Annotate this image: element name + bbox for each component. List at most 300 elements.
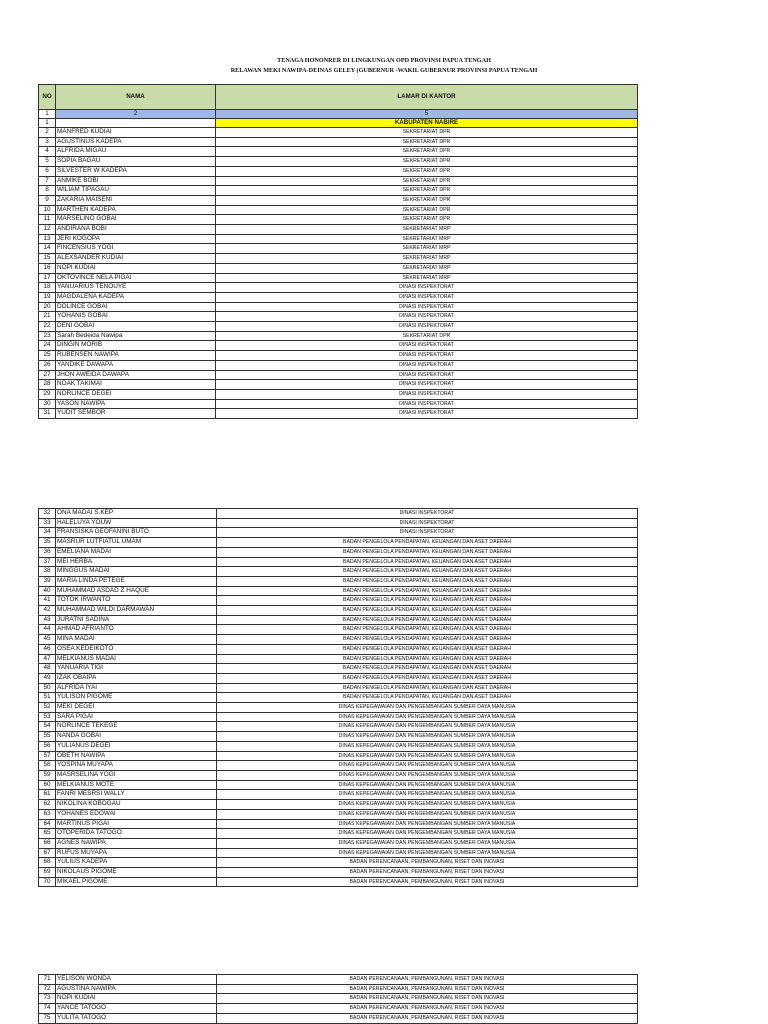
- column-number-lamar: 5: [216, 110, 638, 119]
- row-lamar-di-kantor: BADAN PERENCANAAN, PEMBANGUNAN, RISET DAN INOVASI: [217, 1013, 638, 1023]
- row-nama: AGNES NAWIPA: [56, 838, 217, 848]
- row-nama: AGUSTINUS KADEPA: [56, 137, 216, 147]
- row-lamar-di-kantor: SEKRETARIAT MRP: [216, 254, 638, 264]
- row-number: 65: [39, 829, 56, 839]
- row-number: 63: [39, 809, 56, 819]
- row-nama: MANFRED KUDIAI: [56, 128, 216, 138]
- volunteer-table-page-2: [38, 508, 638, 887]
- row-lamar-di-kantor: DINAS KEPEGAWAIAN DAN PENGEMBANGAN SUMBER DAYA MANUSIA: [217, 722, 638, 732]
- row-lamar-di-kantor: BADAN PENGELOLA PENDAPATAN, KEUANGAN DAN ASET DAERAH: [217, 625, 638, 635]
- row-lamar-di-kantor: DINAS KEPEGAWAIAN DAN PENGEMBANGAN SUMBER DAYA MANUSIA: [217, 770, 638, 780]
- row-number: 61: [39, 790, 56, 800]
- row-lamar-di-kantor: BADAN PENGELOLA PENDAPATAN, KEUANGAN DAN ASET DAERAH: [217, 683, 638, 693]
- row-lamar-di-kantor: BADAN PENGELOLA PENDAPATAN, KEUANGAN DAN ASET DAERAH: [217, 606, 638, 616]
- row-nama: DENI GOBAI: [56, 322, 216, 332]
- row-nama: YOSPINA MUYAPA: [56, 761, 217, 771]
- row-lamar-di-kantor: DINASI INSPEKTORAT: [216, 312, 638, 322]
- row-nama: MUHAMMAD ASDAD Z HAQUE: [56, 586, 217, 596]
- row-number: 18: [39, 283, 56, 293]
- region-row-blank: [56, 119, 216, 128]
- row-number: 70: [39, 877, 56, 887]
- table-row: [39, 868, 638, 878]
- row-lamar-di-kantor: DINAS KEPEGAWAIAN DAN PENGEMBANGAN SUMBER DAYA MANUSIA: [217, 751, 638, 761]
- row-nama: NORLINCE TEKEGE: [56, 722, 217, 732]
- table-row: [39, 751, 638, 761]
- row-nama: FANRI MESRSI WALLY: [56, 790, 217, 800]
- row-lamar-di-kantor: BADAN PENGELOLA PENDAPATAN, KEUANGAN DAN ASET DAERAH: [217, 673, 638, 683]
- row-number: 17: [39, 273, 56, 283]
- table-row: [39, 567, 638, 577]
- row-number: 58: [39, 761, 56, 771]
- row-lamar-di-kantor: DINASI INSPEKTORAT: [216, 380, 638, 390]
- row-nama: MARTINUS PIGAI: [56, 819, 217, 829]
- row-lamar-di-kantor: SEKRETARIAT DPR: [216, 157, 638, 167]
- row-lamar-di-kantor: DINASI INSPEKTORAT: [216, 283, 638, 293]
- row-nama: MEI HERBA: [56, 557, 217, 567]
- row-number: 2: [39, 128, 56, 138]
- table-row: [39, 215, 638, 225]
- row-nama: AHMAD AFRIANTO: [56, 625, 217, 635]
- row-number: 72: [39, 984, 56, 994]
- row-lamar-di-kantor: SEKRETARIAT DPR: [216, 215, 638, 225]
- table-row: [39, 380, 638, 390]
- table-row: [39, 166, 638, 176]
- row-nama: MUHAMMAD WILDI DARMAWAN: [56, 606, 217, 616]
- row-lamar-di-kantor: BADAN PENGELOLA PENDAPATAN, KEUANGAN DAN ASET DAERAH: [217, 664, 638, 674]
- row-lamar-di-kantor: SEKRETARIAT DPR: [216, 331, 638, 341]
- table-row: [39, 848, 638, 858]
- row-lamar-di-kantor: SEKRETARIAT DPR: [216, 147, 638, 157]
- row-number: 37: [39, 557, 56, 567]
- row-nama: YULIUS KADEPA: [56, 858, 217, 868]
- row-nama: HALELUYA YOUW: [56, 518, 217, 528]
- row-lamar-di-kantor: DINASI INSPEKTORAT: [216, 409, 638, 419]
- table-row: [39, 557, 638, 567]
- row-number: 13: [39, 234, 56, 244]
- row-lamar-di-kantor: DINAS KEPEGAWAIAN DAN PENGEMBANGAN SUMBER DAYA MANUSIA: [217, 819, 638, 829]
- row-lamar-di-kantor: BADAN PENGELOLA PENDAPATAN, KEUANGAN DAN ASET DAERAH: [217, 654, 638, 664]
- row-nama: WILIAM TIPAGAU: [56, 186, 216, 196]
- table-row: [39, 360, 638, 370]
- row-lamar-di-kantor: BADAN PERENCANAAN, PEMBANGUNAN, RISET DAN INOVASI: [217, 984, 638, 994]
- table-row: [39, 399, 638, 409]
- row-number: 10: [39, 205, 56, 215]
- row-nama: OKTOVINCE NELA PIGAI: [56, 273, 216, 283]
- header-no: NO: [39, 85, 56, 110]
- row-lamar-di-kantor: SEKRETARIAT DPR: [216, 176, 638, 186]
- row-lamar-di-kantor: BADAN PERENCANAAN, PEMBANGUNAN, RISET DAN INOVASI: [217, 877, 638, 887]
- row-nama: NOPI KUDIAI: [56, 994, 217, 1004]
- row-nama: FINCENSIUS YOGI: [56, 244, 216, 254]
- row-nama: MELKIANUS MOTE: [56, 780, 217, 790]
- row-lamar-di-kantor: BADAN PERENCANAAN, PEMBANGUNAN, RISET DAN INOVASI: [217, 975, 638, 985]
- header-nama: NAMA: [56, 85, 216, 110]
- row-lamar-di-kantor: DINAS KEPEGAWAIAN DAN PENGEMBANGAN SUMBER DAYA MANUSIA: [217, 712, 638, 722]
- row-nama: SILVESTER W KADEPA: [56, 166, 216, 176]
- row-lamar-di-kantor: DINAS KEPEGAWAIAN DAN PENGEMBANGAN SUMBER DAYA MANUSIA: [217, 741, 638, 751]
- row-number: 29: [39, 389, 56, 399]
- row-nama: MASRSELINA YOGI: [56, 770, 217, 780]
- table-row: [39, 518, 638, 528]
- row-lamar-di-kantor: BADAN PENGELOLA PENDAPATAN, KEUANGAN DAN ASET DAERAH: [217, 586, 638, 596]
- row-nama: YULITA TATOGO: [56, 1013, 217, 1023]
- table-row: [39, 292, 638, 302]
- table-row: [39, 341, 638, 351]
- volunteer-table-page-1: [38, 84, 638, 419]
- column-number-nama: 2: [56, 110, 216, 119]
- table-row: [39, 877, 638, 887]
- table-row: [39, 761, 638, 771]
- row-nama: YANDIKE DAWAPA: [56, 360, 216, 370]
- table-row: [39, 596, 638, 606]
- table-row: [39, 176, 638, 186]
- row-number: 28: [39, 380, 56, 390]
- table-row: [39, 312, 638, 322]
- row-number: 14: [39, 244, 56, 254]
- row-lamar-di-kantor: DINASI INSPEKTORAT: [217, 509, 638, 519]
- table-row: [39, 858, 638, 868]
- row-lamar-di-kantor: BADAN PENGELOLA PENDAPATAN, KEUANGAN DAN ASET DAERAH: [217, 644, 638, 654]
- row-lamar-di-kantor: DINAS KEPEGAWAIAN DAN PENGEMBANGAN SUMBER DAYA MANUSIA: [217, 761, 638, 771]
- table-row: [39, 302, 638, 312]
- row-number: 69: [39, 868, 56, 878]
- row-number: 27: [39, 370, 56, 380]
- row-lamar-di-kantor: SEKRETARIAT DPR: [216, 195, 638, 205]
- document-subtitle: RELAWAN MEKI NAWIPA-DEINAS GELEY (GUBERNUR -WAKIL GUBERNUR PROVINSI PAPUA TENGAH: [230, 67, 538, 74]
- row-nama: ZAKARIA MAISENI: [56, 195, 216, 205]
- table-row: [39, 683, 638, 693]
- row-nama: RUBENSEN NAWIPA: [56, 351, 216, 361]
- row-number: 41: [39, 596, 56, 606]
- row-lamar-di-kantor: SEKRETARIAT DPR: [216, 205, 638, 215]
- row-lamar-di-kantor: BADAN PENGELOLA PENDAPATAN, KEUANGAN DAN ASET DAERAH: [217, 596, 638, 606]
- table-row: [39, 975, 638, 985]
- row-number: 38: [39, 567, 56, 577]
- row-lamar-di-kantor: BADAN PERENCANAAN, PEMBANGUNAN, RISET DAN INOVASI: [217, 858, 638, 868]
- row-lamar-di-kantor: DINAS KEPEGAWAIAN DAN PENGEMBANGAN SUMBER DAYA MANUSIA: [217, 848, 638, 858]
- table-row: [39, 186, 638, 196]
- row-number: 21: [39, 312, 56, 322]
- table-row: [39, 576, 638, 586]
- row-nama: EMELIANA MADAI: [56, 547, 217, 557]
- row-lamar-di-kantor: DINAS KEPEGAWAIAN DAN PENGEMBANGAN SUMBER DAYA MANUSIA: [217, 809, 638, 819]
- row-lamar-di-kantor: DINAS KEPEGAWAIAN DAN PENGEMBANGAN SUMBER DAYA MANUSIA: [217, 703, 638, 713]
- row-number: 39: [39, 576, 56, 586]
- row-nama: MEKI DEGEI: [56, 703, 217, 713]
- row-number: 8: [39, 186, 56, 196]
- row-nama: MARSELINO GOBAI: [56, 215, 216, 225]
- table-row: [39, 409, 638, 419]
- row-nama: SARA PIGAI: [56, 712, 217, 722]
- row-number: 50: [39, 683, 56, 693]
- table-row: [39, 693, 638, 703]
- row-nama: YANCE TATOGO: [56, 1004, 217, 1014]
- table-row: [39, 606, 638, 616]
- row-lamar-di-kantor: DINASI INSPEKTORAT: [216, 399, 638, 409]
- row-lamar-di-kantor: BADAN PERENCANAAN, PEMBANGUNAN, RISET DAN INOVASI: [217, 868, 638, 878]
- row-number: 32: [39, 509, 56, 519]
- row-number: 66: [39, 838, 56, 848]
- row-nama: Sarah Bedeida Nawipa: [56, 331, 216, 341]
- row-number: 45: [39, 635, 56, 645]
- table-row: [39, 1004, 638, 1014]
- table-row: [39, 790, 638, 800]
- row-number: 20: [39, 302, 56, 312]
- table-row: [39, 528, 638, 538]
- table-row: [39, 370, 638, 380]
- row-number: 57: [39, 751, 56, 761]
- row-number: 62: [39, 800, 56, 810]
- row-number: 36: [39, 547, 56, 557]
- row-number: 43: [39, 615, 56, 625]
- table-row: [39, 225, 638, 235]
- table-row: [39, 128, 638, 138]
- table-row: [39, 780, 638, 790]
- row-number: 56: [39, 741, 56, 751]
- row-number: 48: [39, 664, 56, 674]
- row-nama: DINGIN MORIB: [56, 341, 216, 351]
- row-number: 73: [39, 994, 56, 1004]
- row-lamar-di-kantor: BADAN PERENCANAAN, PEMBANGUNAN, RISET DAN INOVASI: [217, 994, 638, 1004]
- row-lamar-di-kantor: DINASI INSPEKTORAT: [216, 360, 638, 370]
- row-nama: YUDIT SEMBOR: [56, 409, 216, 419]
- row-nama: RUFUS MUYAPA: [56, 848, 217, 858]
- table-row: [39, 800, 638, 810]
- row-number: 34: [39, 528, 56, 538]
- row-nama: TOTOK IRWANTO: [56, 596, 217, 606]
- table-row: [39, 722, 638, 732]
- row-number: 6: [39, 166, 56, 176]
- table-row: [39, 234, 638, 244]
- row-number: 55: [39, 732, 56, 742]
- table-row: [39, 838, 638, 848]
- row-number: 51: [39, 693, 56, 703]
- row-number: 60: [39, 780, 56, 790]
- row-nama: ALEXSANDER KUDIAI: [56, 254, 216, 264]
- row-lamar-di-kantor: DINASI INSPEKTORAT: [217, 528, 638, 538]
- row-number: 16: [39, 263, 56, 273]
- table-row: [39, 829, 638, 839]
- row-number: 24: [39, 341, 56, 351]
- row-nama: JURATNI SADINA: [56, 615, 217, 625]
- row-number: 3: [39, 137, 56, 147]
- table-row: [39, 147, 638, 157]
- region-row-no: 1: [39, 119, 56, 128]
- row-number: 5: [39, 157, 56, 167]
- row-nama: YELISON WONDA: [56, 975, 217, 985]
- row-lamar-di-kantor: DINAS KEPEGAWAIAN DAN PENGEMBANGAN SUMBER DAYA MANUSIA: [217, 780, 638, 790]
- row-lamar-di-kantor: DINASI INSPEKTORAT: [216, 302, 638, 312]
- row-number: 47: [39, 654, 56, 664]
- table-row: [39, 770, 638, 780]
- table-row: [39, 712, 638, 722]
- row-lamar-di-kantor: BADAN PENGELOLA PENDAPATAN, KEUANGAN DAN ASET DAERAH: [217, 538, 638, 548]
- row-nama: YASON NAWIPA: [56, 399, 216, 409]
- row-lamar-di-kantor: SEKRETARIAT DPR: [216, 186, 638, 196]
- row-nama: OSEA KEDEIKOTO: [56, 644, 217, 654]
- row-nama: AGUSTINA NAWIPA: [56, 984, 217, 994]
- row-number: 30: [39, 399, 56, 409]
- table-row: [39, 331, 638, 341]
- table-row: [39, 635, 638, 645]
- row-nama: MINA MADAI: [56, 635, 217, 645]
- row-number: 71: [39, 975, 56, 985]
- row-nama: NOAK TAKIMAI: [56, 380, 216, 390]
- row-lamar-di-kantor: DINAS KEPEGAWAIAN DAN PENGEMBANGAN SUMBER DAYA MANUSIA: [217, 829, 638, 839]
- table-row: [39, 509, 638, 519]
- table-row: [39, 644, 638, 654]
- row-nama: MAGDALENA KADEPA: [56, 292, 216, 302]
- row-lamar-di-kantor: SEKRETARIAT DPR: [216, 166, 638, 176]
- document-title: TENAGA HONONRER DI LINGKUNGAN OPD PROVINSI PAPUA TENGAH: [277, 57, 491, 64]
- table-row: [39, 538, 638, 548]
- row-nama: NIKOLAUS PIGOME: [56, 868, 217, 878]
- row-nama: YANUARIUS TENOUYE: [56, 283, 216, 293]
- row-lamar-di-kantor: BADAN PENGELOLA PENDAPATAN, KEUANGAN DAN ASET DAERAH: [217, 567, 638, 577]
- row-nama: NORLINCE DEGEI: [56, 389, 216, 399]
- row-number: 26: [39, 360, 56, 370]
- row-nama: NOPI KUDIAI: [56, 263, 216, 273]
- row-lamar-di-kantor: DINASI INSPEKTORAT: [216, 341, 638, 351]
- row-nama: OTOPERIDA TATOGO: [56, 829, 217, 839]
- row-lamar-di-kantor: DINASI INSPEKTORAT: [216, 389, 638, 399]
- row-lamar-di-kantor: DINASI INSPEKTORAT: [216, 322, 638, 332]
- row-nama: MIKAEL PIGOME: [56, 877, 217, 887]
- row-lamar-di-kantor: DINAS KEPEGAWAIAN DAN PENGEMBANGAN SUMBER DAYA MANUSIA: [217, 800, 638, 810]
- row-nama: YULISON PIGOME: [56, 693, 217, 703]
- table-row: [39, 1013, 638, 1023]
- row-nama: YULIANUS DEGEI: [56, 741, 217, 751]
- row-nama: NIKOLINA KOBOGAU: [56, 800, 217, 810]
- table-row: [39, 994, 638, 1004]
- row-number: 9: [39, 195, 56, 205]
- table-header-row: [39, 85, 638, 110]
- table-row: [39, 389, 638, 399]
- table-row: [39, 195, 638, 205]
- row-number: 15: [39, 254, 56, 264]
- row-lamar-di-kantor: BADAN PENGELOLA PENDAPATAN, KEUANGAN DAN ASET DAERAH: [217, 576, 638, 586]
- row-nama: MELKIANUS MADAI: [56, 654, 217, 664]
- row-lamar-di-kantor: DINASI INSPEKTORAT: [216, 370, 638, 380]
- row-lamar-di-kantor: BADAN PERENCANAAN, PEMBANGUNAN, RISET DAN INOVASI: [217, 1004, 638, 1014]
- region-label: KABUPATEN NABIRE: [216, 119, 638, 128]
- table-row: [39, 741, 638, 751]
- row-number: 4: [39, 147, 56, 157]
- row-nama: JHON AWEIDA DAWAPA: [56, 370, 216, 380]
- table-row: [39, 244, 638, 254]
- row-lamar-di-kantor: BADAN PENGELOLA PENDAPATAN, KEUANGAN DAN ASET DAERAH: [217, 547, 638, 557]
- row-nama: OBETH NAWIPA: [56, 751, 217, 761]
- row-nama: JERI KOGOPA: [56, 234, 216, 244]
- row-number: 64: [39, 819, 56, 829]
- region-row: [39, 119, 638, 128]
- row-number: 33: [39, 518, 56, 528]
- column-number-no: 1: [39, 110, 56, 119]
- row-nama: DOLINCE GOBAI: [56, 302, 216, 312]
- row-number: 23: [39, 331, 56, 341]
- row-nama: MARTHEN KADEPA: [56, 205, 216, 215]
- row-nama: MARIA LINDA PETEGE: [56, 576, 217, 586]
- row-number: 67: [39, 848, 56, 858]
- row-lamar-di-kantor: BADAN PENGELOLA PENDAPATAN, KEUANGAN DAN ASET DAERAH: [217, 615, 638, 625]
- row-number: 54: [39, 722, 56, 732]
- row-number: 12: [39, 225, 56, 235]
- row-lamar-di-kantor: DINASI INSPEKTORAT: [216, 351, 638, 361]
- table-row: [39, 625, 638, 635]
- row-nama: YOHANIS GOBAI: [56, 312, 216, 322]
- row-number: 7: [39, 176, 56, 186]
- row-lamar-di-kantor: BADAN PENGELOLA PENDAPATAN, KEUANGAN DAN ASET DAERAH: [217, 693, 638, 703]
- row-lamar-di-kantor: BADAN PENGELOLA PENDAPATAN, KEUANGAN DAN ASET DAERAH: [217, 557, 638, 567]
- table-row: [39, 732, 638, 742]
- row-nama: ALFRIDA MIGAU: [56, 147, 216, 157]
- row-nama: ALFRIDA IYAI: [56, 683, 217, 693]
- table-row: [39, 615, 638, 625]
- row-lamar-di-kantor: SEKRETARIAT MRP: [216, 225, 638, 235]
- row-lamar-di-kantor: DINASI INSPEKTORAT: [217, 518, 638, 528]
- table-row: [39, 205, 638, 215]
- volunteer-table-page-3: [38, 974, 638, 1024]
- row-number: 59: [39, 770, 56, 780]
- table-row: [39, 263, 638, 273]
- table-row: [39, 322, 638, 332]
- table-row: [39, 283, 638, 293]
- row-lamar-di-kantor: DINAS KEPEGAWAIAN DAN PENGEMBANGAN SUMBER DAYA MANUSIA: [217, 732, 638, 742]
- table-row: [39, 586, 638, 596]
- table-row: [39, 984, 638, 994]
- row-nama: MASRUR LUTFIATUL UMAM: [56, 538, 217, 548]
- table-row: [39, 137, 638, 147]
- row-number: 52: [39, 703, 56, 713]
- row-nama: MINGGUS MADAI: [56, 567, 217, 577]
- row-nama: ANDIRANA BOBI: [56, 225, 216, 235]
- table-row: [39, 664, 638, 674]
- row-nama: ANMIKE BOBI: [56, 176, 216, 186]
- row-lamar-di-kantor: SEKRETARIAT MRP: [216, 244, 638, 254]
- row-lamar-di-kantor: BADAN PENGELOLA PENDAPATAN, KEUANGAN DAN ASET DAERAH: [217, 635, 638, 645]
- row-number: 68: [39, 858, 56, 868]
- row-number: 40: [39, 586, 56, 596]
- row-number: 35: [39, 538, 56, 548]
- row-lamar-di-kantor: DINASI INSPEKTORAT: [216, 292, 638, 302]
- table-row: [39, 547, 638, 557]
- row-nama: ONA MADAI S.KEP: [56, 509, 217, 519]
- row-number: 53: [39, 712, 56, 722]
- table-row: [39, 254, 638, 264]
- row-number: 75: [39, 1013, 56, 1023]
- row-nama: SOPIA BAGAU: [56, 157, 216, 167]
- table-row: [39, 819, 638, 829]
- row-nama: NANDA GOBAI: [56, 732, 217, 742]
- table-row: [39, 673, 638, 683]
- row-lamar-di-kantor: SEKRETARIAT MRP: [216, 234, 638, 244]
- row-lamar-di-kantor: SEKRETARIAT MRP: [216, 263, 638, 273]
- row-number: 42: [39, 606, 56, 616]
- row-lamar-di-kantor: SEKRETARIAT DPR: [216, 137, 638, 147]
- row-number: 19: [39, 292, 56, 302]
- column-number-row: [39, 110, 638, 119]
- row-number: 11: [39, 215, 56, 225]
- table-row: [39, 273, 638, 283]
- header-lamar-di-kantor: LAMAR DI KANTOR: [216, 85, 638, 110]
- row-nama: FRANSISKA GEOFANINI BUTO: [56, 528, 217, 538]
- table-row: [39, 157, 638, 167]
- row-number: 22: [39, 322, 56, 332]
- table-row: [39, 703, 638, 713]
- table-row: [39, 654, 638, 664]
- row-number: 44: [39, 625, 56, 635]
- row-nama: IZAK OBAIPA: [56, 673, 217, 683]
